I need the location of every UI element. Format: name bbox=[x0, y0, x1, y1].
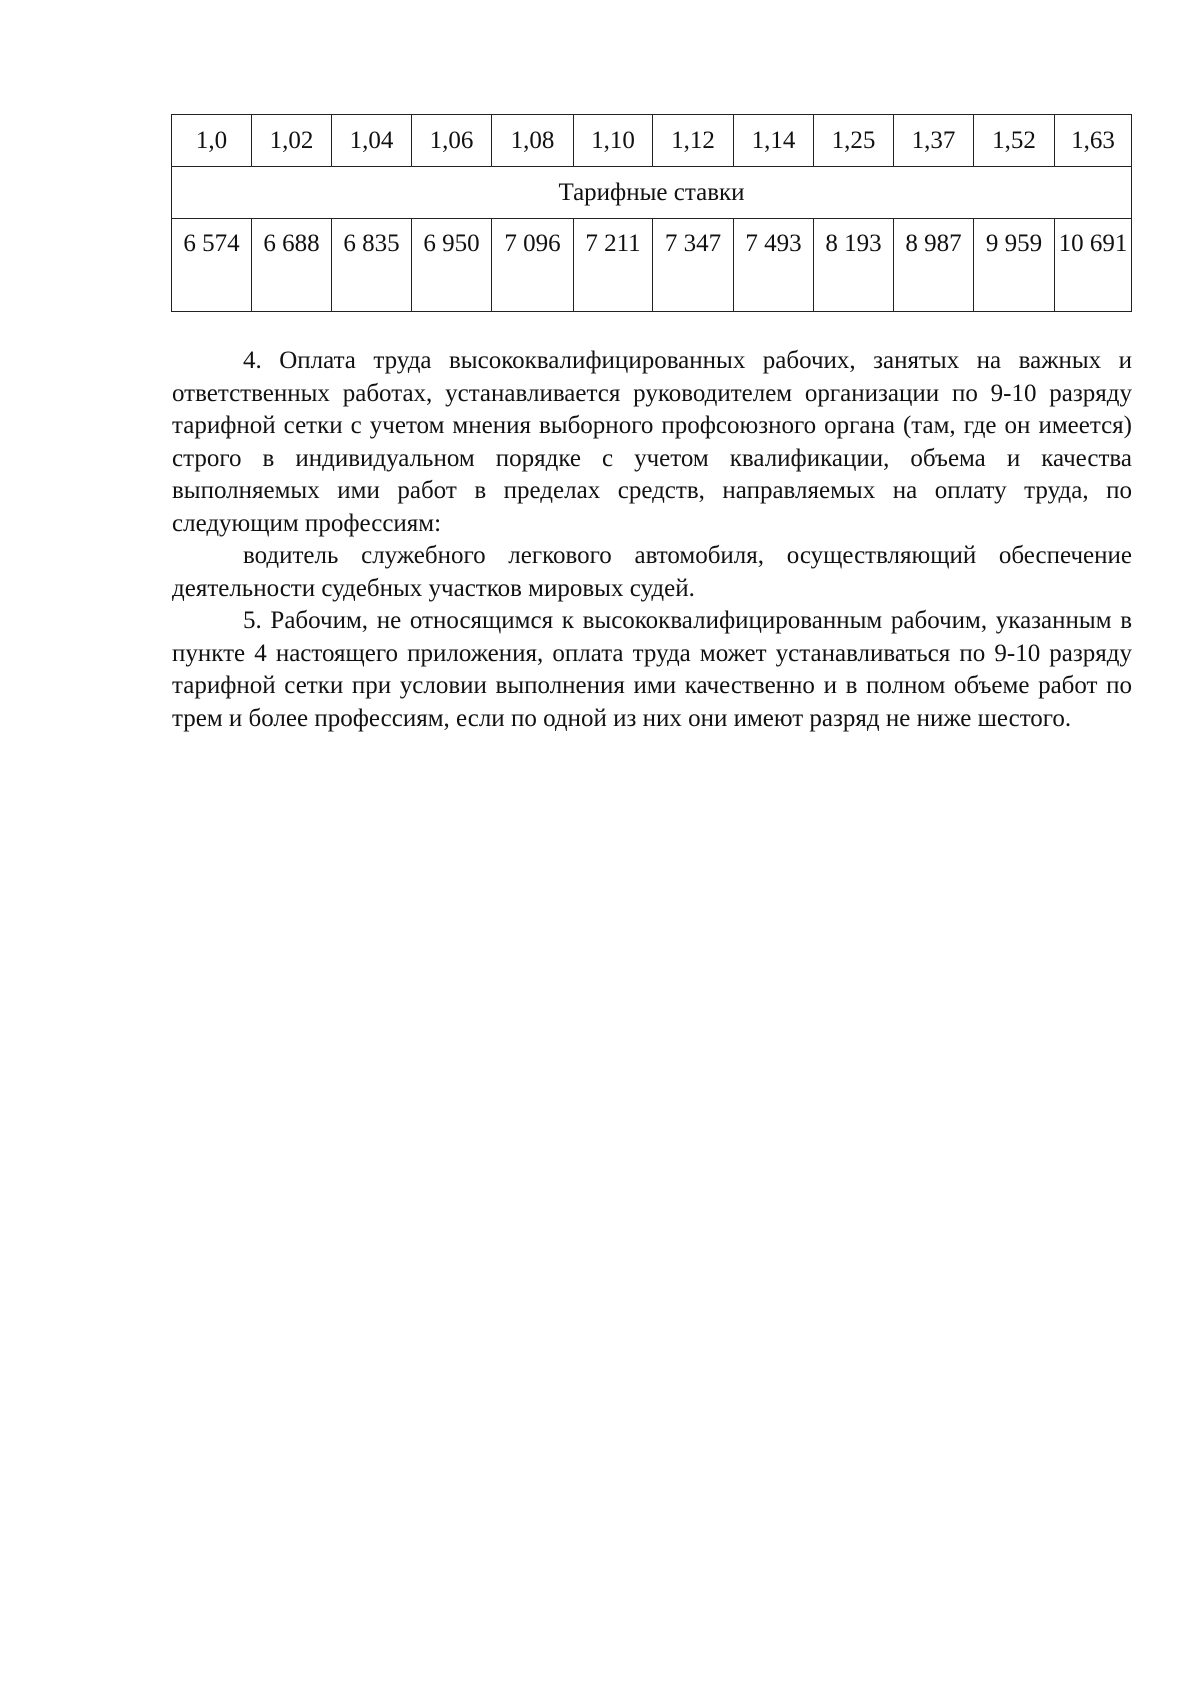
body-text bbox=[172, 345, 1132, 735]
coefficient-cell: 1,10 bbox=[574, 115, 653, 167]
coefficient-cell: 1,04 bbox=[332, 115, 412, 167]
coefficient-cell: 1,02 bbox=[252, 115, 332, 167]
rate-cell: 10 691 bbox=[1055, 219, 1132, 312]
coefficient-row bbox=[172, 115, 1132, 167]
coefficient-cell: 1,25 bbox=[814, 115, 894, 167]
rate-cell: 8 193 bbox=[814, 219, 894, 312]
rate-cell: 7 347 bbox=[653, 219, 734, 312]
rate-cell: 6 574 bbox=[172, 219, 252, 312]
tariff-table bbox=[171, 114, 1132, 312]
section-title: Тарифные ставки bbox=[172, 167, 1132, 219]
coefficient-cell: 1,0 bbox=[172, 115, 252, 167]
section-header-row bbox=[172, 167, 1132, 219]
rate-cell: 7 211 bbox=[574, 219, 653, 312]
coefficient-cell: 1,12 bbox=[653, 115, 734, 167]
paragraph-5: 5. Рабочим, не относящимся к высококвалифицированным рабочим, указанным в пункте 4 настоящего приложения, оплата труда может устанавливаться по 9-10 разряду тарифной сетки при условии выполнения ими качественно и в полном объеме работ по трем и более профессиям, если по одной из них они имеют разряд не ниже шестого. bbox=[172, 607, 1132, 732]
rate-cell: 7 493 bbox=[734, 219, 814, 312]
rate-cell: 8 987 bbox=[894, 219, 974, 312]
rate-row bbox=[172, 219, 1132, 312]
rate-cell: 9 959 bbox=[974, 219, 1055, 312]
rate-cell: 6 688 bbox=[252, 219, 332, 312]
paragraph-4: 4. Оплата труда высококвалифицированных рабочих, занятых на важных и ответственных работах, устанавливается руководителем организации по 9-10 разряду тарифной сетки с учетом мнения выборного профсоюзного органа (там, где он имеется) строго в индивидуальном порядке с учетом квалификации, объема и качества выполняемых ими работ в пределах средств, направляемых на оплату труда, по следующим профессиям: bbox=[172, 347, 1132, 537]
coefficient-cell: 1,63 bbox=[1055, 115, 1132, 167]
coefficient-cell: 1,37 bbox=[894, 115, 974, 167]
rate-cell: 6 835 bbox=[332, 219, 412, 312]
coefficient-cell: 1,14 bbox=[734, 115, 814, 167]
rate-cell: 7 096 bbox=[492, 219, 574, 312]
rate-cell: 6 950 bbox=[412, 219, 492, 312]
profession-item: водитель служебного легкового автомобиля, осуществляющий обеспечение деятельности судебных участков мировых судей. bbox=[172, 542, 1132, 602]
coefficient-cell: 1,52 bbox=[974, 115, 1055, 167]
coefficient-cell: 1,06 bbox=[412, 115, 492, 167]
coefficient-cell: 1,08 bbox=[492, 115, 574, 167]
